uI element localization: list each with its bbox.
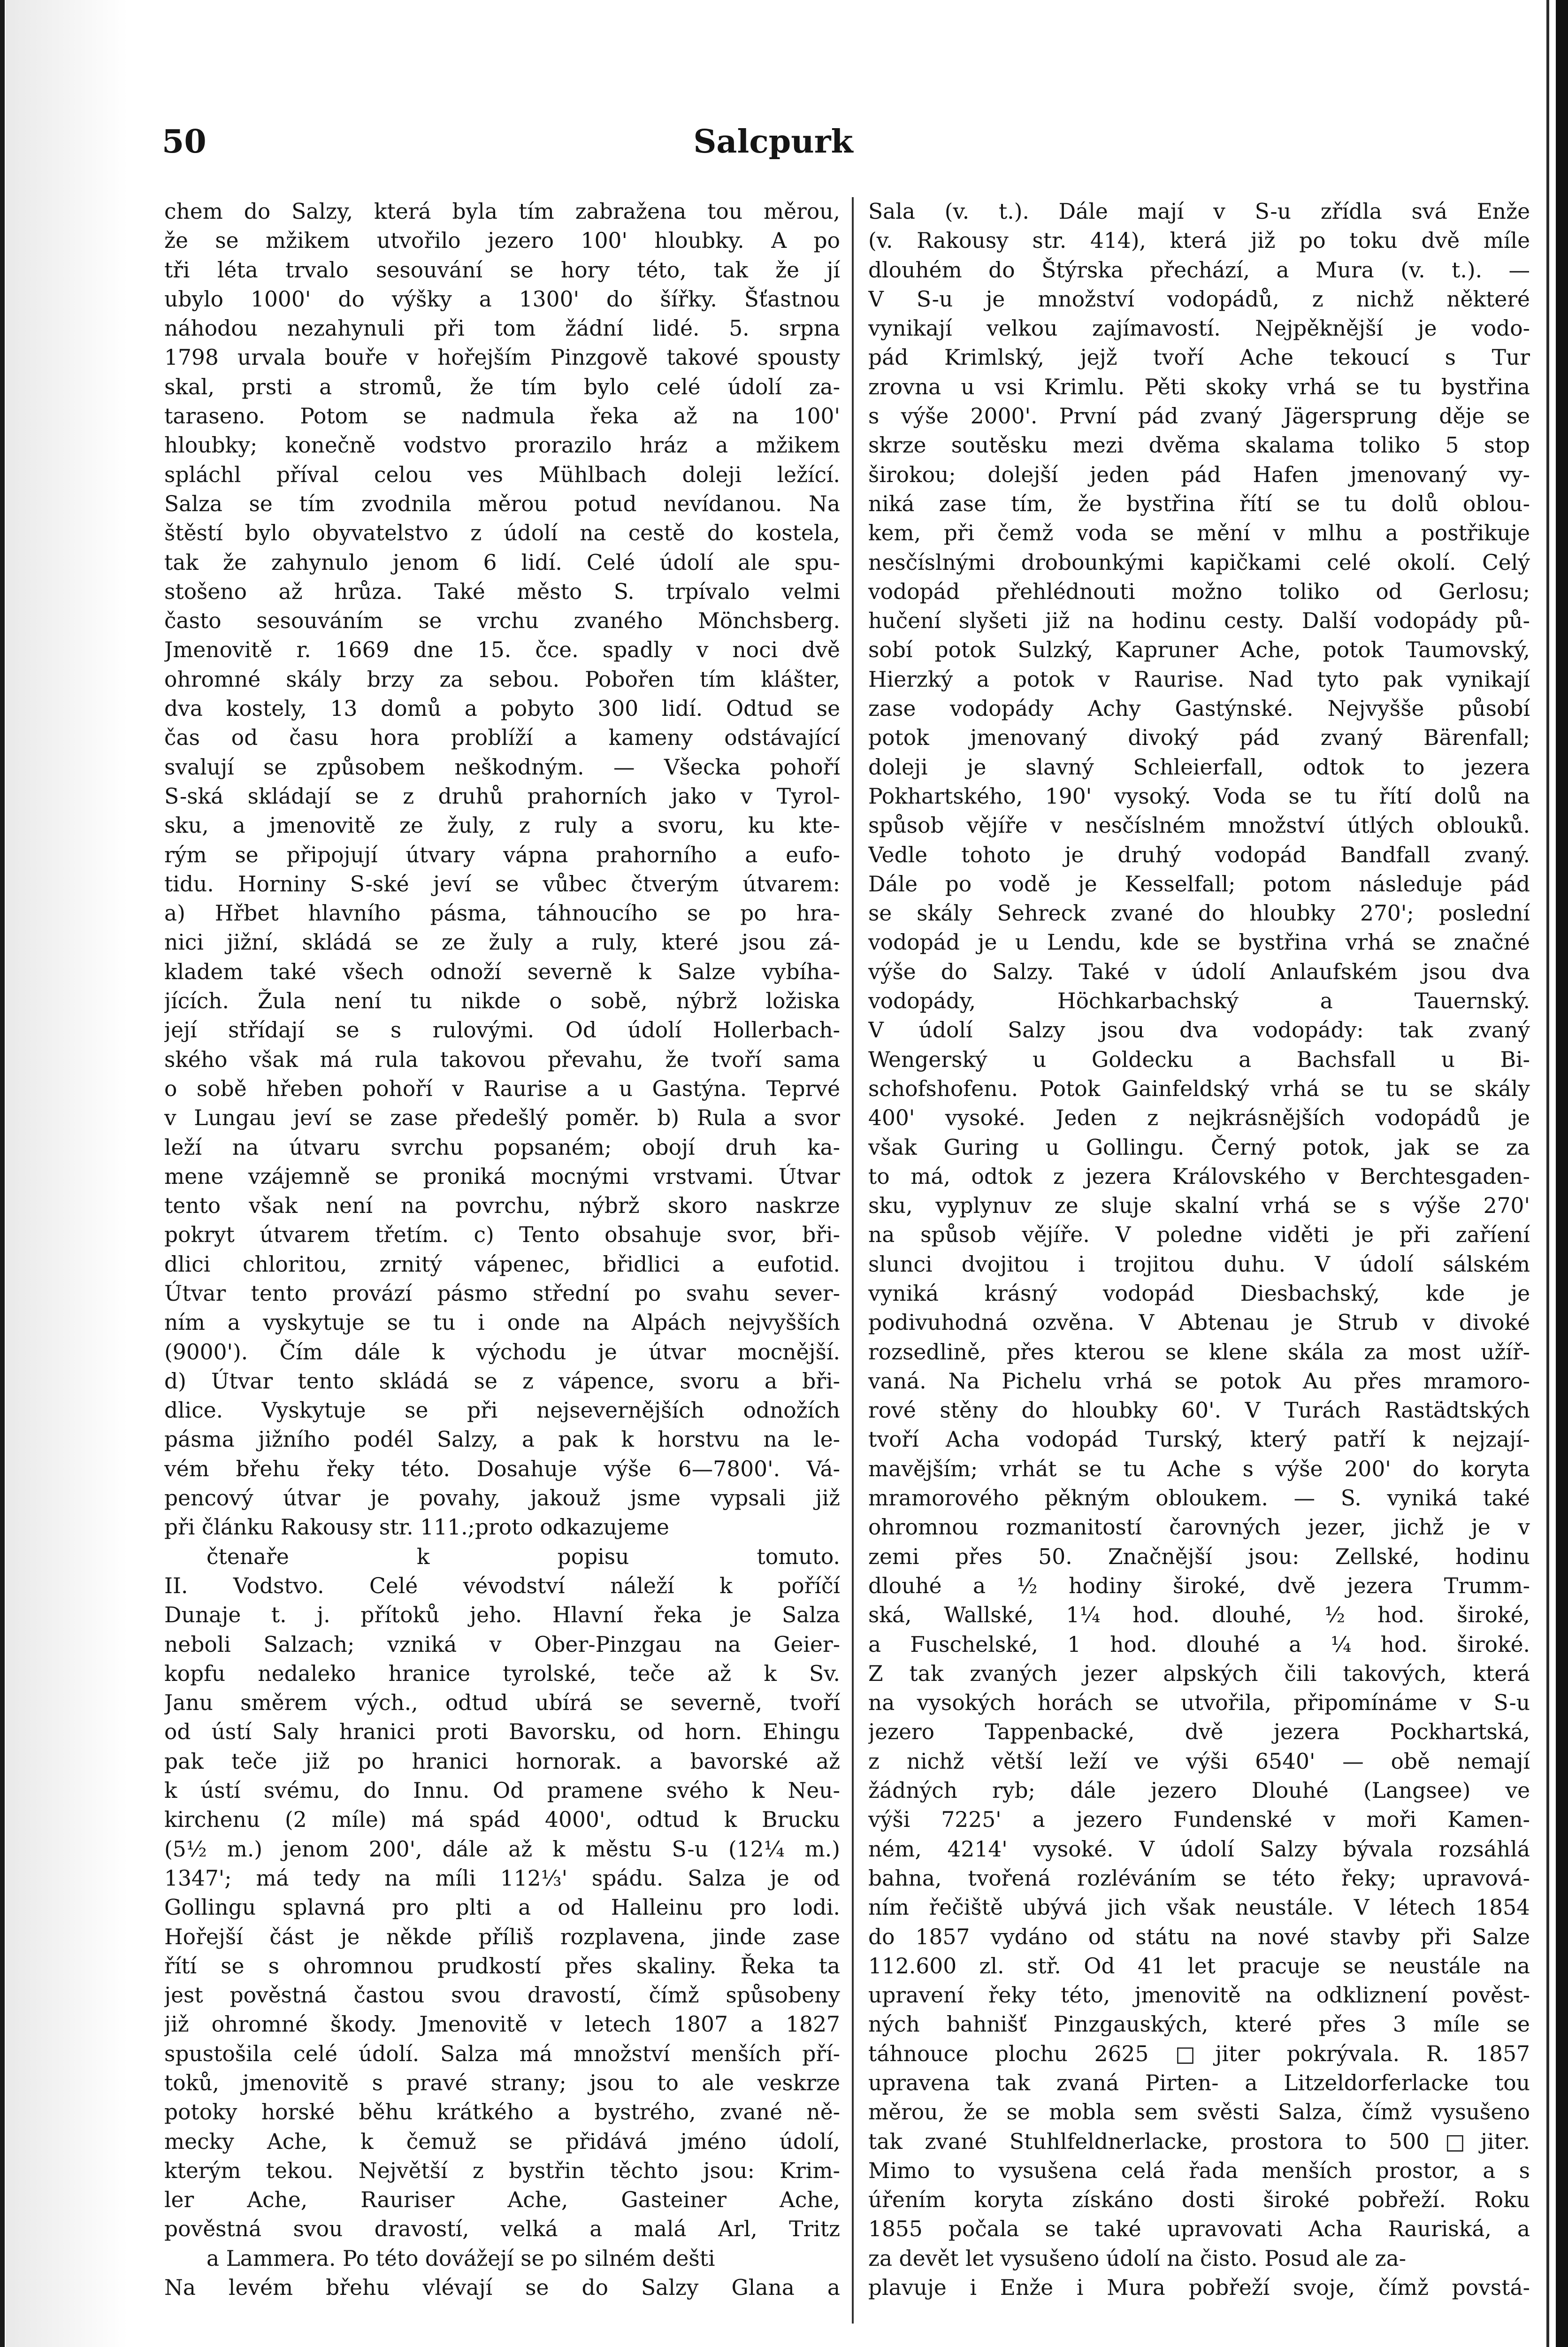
text-line: ubylo 1000' do výšky a 1300' do šířky. Šťastnou — [164, 286, 840, 312]
page-gutter-shadow — [6, 0, 128, 2347]
text-line: výši 7225' a jezero Fundenské v moři Kamen- — [868, 1807, 1530, 1833]
text-line: skrze soutěsku mezi dvěma skalama toliko 5 stop — [868, 433, 1530, 458]
text-line: rozsedlině, přes kterou se klene skála za most užíř- — [868, 1339, 1530, 1365]
text-line: spustošila celé údolí. Salza má množství menších pří- — [164, 2041, 840, 2066]
text-line: mecky Ache, k čemuž se přidává jméno údolí, — [164, 2129, 840, 2154]
text-line: podivuhodná ozvěna. V Abtenau je Strub v divoké — [868, 1310, 1530, 1335]
text-line: jezero Tappenbacké, dvě jezera Pockhartská, — [868, 1719, 1530, 1745]
text-line: slunci dvojitou i trojitou duhu. V údolí sálském — [868, 1251, 1530, 1277]
text-line: ská, Wallské, 1¼ hod. dlouhé, ½ hod. široké, — [868, 1603, 1530, 1628]
text-line: žádných ryb; dále jezero Dlouhé (Langsee) ve — [868, 1778, 1530, 1803]
text-line: II. Vodstvo. Celé vévodství náleží k poříčí — [164, 1573, 840, 1598]
text-line: hloubky; konečně vodstvo prorazilo hráz a mžikem — [164, 433, 840, 458]
text-line: sku, vyplynuv ze sluje skalní vrhá se s výše 270' — [868, 1193, 1530, 1219]
text-line: o sobě hřeben pohoří v Raurise a u Gastýna. Teprvé — [164, 1076, 840, 1101]
text-line: řítí se s ohromnou prudkostí přes skaliny. Řeka ta — [164, 1953, 840, 1979]
text-line: (5½ m.) jenom 200', dále až k městu S-u (12¼ m.) — [164, 1836, 840, 1862]
text-line: spláchl příval celou ves Mühlbach doleji ležící. — [164, 462, 840, 487]
text-line: rové stěny do hloubky 60'. V Turách Rastädtských — [868, 1398, 1530, 1423]
text-line: a Fuschelské, 1 hod. dlouhé a ¼ hod. široké. — [868, 1632, 1530, 1657]
text-line: bahna, tvořená rozléváním se této řeky; upravová- — [868, 1865, 1530, 1891]
text-line: k ústí svému, do Innu. Od pramene svého k Neu- — [164, 1778, 840, 1803]
text-line: a) Hřbet hlavního pásma, táhnoucího se po hra- — [164, 901, 840, 926]
text-line: 1855 počala se také upravovati Acha Rauriská, a — [868, 2217, 1530, 2242]
text-line: ním a vyskytuje se tu i onde na Alpách nejvyšších — [164, 1310, 840, 1335]
text-line: tento však není na povrchu, nýbrž skoro naskrze — [164, 1193, 840, 1219]
text-line: úřením koryta získáno dosti široké pobřeží. Roku — [868, 2187, 1530, 2213]
text-line: dlice. Vyskytuje se při nejsevernějších odnožích — [164, 1398, 840, 1423]
text-line: sku, a jmenovitě ze žuly, z ruly a svoru, ku kte- — [164, 813, 840, 838]
text-line: vynikají velkou zajímavostí. Nejpěknější je vodo- — [868, 316, 1530, 341]
text-line: plavuje i Enže i Mura pobřeží svoje, čímž povstá- — [868, 2275, 1530, 2301]
text-line: mavějším; vrhát se tu Ache s výše 200' do koryta — [868, 1456, 1530, 1481]
text-line: sobí potok Sulzký, Kapruner Ache, potok Taumovský, — [868, 637, 1530, 663]
text-line: Na levém břehu vlévají se do Salzy Glana a — [164, 2275, 840, 2301]
text-line: pověstná svou dravostí, velká a malá Arl, Tritz — [164, 2217, 840, 2242]
text-line: leží na útvaru svrchu popsaném; obojí druh ka- — [164, 1135, 840, 1160]
text-line: vém břehu řeky této. Dosahuje výše 6—7800'. Vá- — [164, 1456, 840, 1481]
text-line: taraseno. Potom se nadmula řeka až na 100' — [164, 404, 840, 429]
text-line: Janu směrem vých., odtud ubírá se severně, tvoří — [164, 1690, 840, 1716]
text-line: svalují se způsobem neškodným. — Všecka pohoří — [164, 754, 840, 780]
text-line: dlici chloritou, zrnitý vápenec, břidlici a eufotid. — [164, 1251, 840, 1277]
text-line: ním řečiště ubývá jich však neustále. V létech 1854 — [868, 1895, 1530, 1920]
text-line: V údolí Salzy jsou dva vodopády: tak zvaný — [868, 1018, 1530, 1043]
text-line: Hořejší část je někde příliš rozplavena, jinde zase — [164, 1924, 840, 1949]
text-line: ohromné skály brzy za sebou. Pobořen tím klášter, — [164, 667, 840, 692]
text-line: tvoří Acha vodopád Turský, který patří k nejzají- — [868, 1427, 1530, 1452]
text-line: na vysokých horách se utvořila, připomínáme v S-u — [868, 1690, 1530, 1716]
text-line: vodopád přehlédnouti možno toliko od Gerlosu; — [868, 579, 1530, 604]
text-line: to má, odtok z jezera Královského v Berchtesgaden- — [868, 1164, 1530, 1189]
text-line: pásma jižního podél Salzy, a pak k horstvu na le- — [164, 1427, 840, 1452]
text-line: V S-u je množství vodopádů, z nichž některé — [868, 286, 1530, 312]
text-line: (9000'). Čím dále k východu je útvar mocnější. — [164, 1339, 840, 1365]
text-line: dlouhé a ½ hodiny široké, dvě jezera Trumm- — [868, 1573, 1530, 1598]
text-line: pokryt útvarem třetím. c) Tento obsahuje svor, bři- — [164, 1222, 840, 1248]
text-line: (v. Rakousy str. 414), která již po toku dvě míle — [868, 228, 1530, 253]
text-line: Mimo to vysušena celá řada menších prostor, a s — [868, 2158, 1530, 2183]
text-line: již ohromné škody. Jmenovitě v letech 1807 a 1827 — [164, 2012, 840, 2037]
text-line: kterým tekou. Největší z bystřin těchto jsou: Krim- — [164, 2158, 840, 2183]
text-line: Dále po vodě je Kesselfall; potom následuje pád — [868, 871, 1530, 897]
text-line: jících. Žula není tu nikde o sobě, nýbrž ložiska — [164, 989, 840, 1014]
text-line: spůsob vějíře v nesčíslném množství útlých oblouků. — [868, 813, 1530, 838]
text-line: a Lammera. Po této dovážejí se po silném dešti — [207, 2246, 715, 2271]
text-line: pencový útvar je povahy, jakouž jsme vypsali již — [164, 1486, 840, 1511]
text-line: Z tak zvaných jezer alpských čili takových, která — [868, 1661, 1530, 1686]
text-line: zemi přes 50. Značnější jsou: Zellské, hodinu — [868, 1544, 1530, 1569]
text-line: její střídají se s rulovými. Od údolí Hollerbach- — [164, 1018, 840, 1043]
text-line: kirchenu (2 míle) má spád 4000', odtud k Brucku — [164, 1807, 840, 1833]
text-line: mramorového pěkným obloukem. — S. vyniká také — [868, 1486, 1530, 1511]
text-line: dlouhém do Štýrska přechází, a Mura (v. t.). — — [868, 257, 1530, 283]
text-line: při článku Rakousy str. 111.;proto odkazujeme — [164, 1515, 669, 1540]
text-line: z nichž větší leží ve výši 6540' — obě nemají — [868, 1749, 1530, 1774]
running-title: Salcpurk — [693, 123, 853, 161]
text-line: Gollingu splavná pro plti a od Halleinu pro lodi. — [164, 1895, 840, 1920]
text-line: vaná. Na Pichelu vrhá se potok Au přes mramoro- — [868, 1368, 1530, 1394]
text-line: ných bahnišť Pinzgauských, které přes 3 míle se — [868, 2012, 1530, 2037]
text-line: ohromnou rozmanitostí čarovných jezer, jichž je v — [868, 1515, 1530, 1540]
text-line: potok jmenovaný divoký pád zvaný Bärenfall; — [868, 725, 1530, 751]
text-line: čas od času hora problíží a kameny odstávající — [164, 725, 840, 751]
text-line: rým se připojují útvary vápna prahorního a eufo- — [164, 842, 840, 867]
text-line: Dunaje t. j. přítoků jeho. Hlavní řeka je Salza — [164, 1603, 840, 1628]
text-line: toků, jmenovitě s pravé strany; jsou to ale veskrze — [164, 2071, 840, 2095]
text-line: zase vodopády Achy Gastýnské. Nejvyšše působí — [868, 696, 1530, 721]
text-line: Jmenovitě r. 1669 dne 15. čce. spadly v noci dvě — [164, 637, 840, 663]
left-text-column — [164, 197, 840, 2302]
text-line: nici jižní, skládá se ze žuly a ruly, které jsou zá- — [164, 930, 840, 955]
text-line: S-ská skládají se z druhů prahorních jako v Tyrol- — [164, 783, 840, 809]
text-line: měrou, že se mobla sem svěsti Salza, čímž vysušeno — [868, 2100, 1530, 2125]
text-line: že se mžikem utvořilo jezero 100' hloubky. A po — [164, 228, 840, 253]
text-line: 400' vysoké. Jeden z nejkrásnějších vodopádů je — [868, 1105, 1530, 1131]
text-line: pád Krimlský, jejž tvoří Ache tekoucí s Tur — [868, 345, 1530, 370]
text-line: výše do Salzy. Také v údolí Anlaufském jsou dva — [868, 959, 1530, 984]
scan-edge-left — [0, 0, 5, 2347]
text-line: tidu. Horniny S-ské jeví se vůbec čtverým útvarem: — [164, 871, 840, 897]
scan-edge-right — [1556, 0, 1568, 2347]
text-line: za devět let vysušeno údolí na čisto. Posud ale za- — [868, 2246, 1407, 2271]
text-line: od ústí Saly hranici proti Bavorsku, od horn. Ehingu — [164, 1719, 840, 1745]
text-line: Pokhartského, 190' vysoký. Voda se tu řítí dolů na — [868, 783, 1530, 809]
text-line: neboli Salzach; vzniká v Ober-Pinzgau na Geier- — [164, 1632, 840, 1657]
text-line: Útvar tento provází pásmo střední po svahu sever- — [164, 1281, 840, 1306]
text-line: Sala (v. t.). Dále mají v S-u zřídla svá Enže — [868, 199, 1530, 224]
text-line: v Lungau jeví se zase předešlý poměr. b) Rula a svor — [164, 1105, 840, 1131]
text-line: vyniká krásný vodopád Diesbachský, kde je — [868, 1281, 1530, 1306]
text-line: doleji je slavný Schleierfall, odtok to jezera — [868, 754, 1530, 780]
text-line: tak že zahynulo jenom 6 lidí. Celé údolí ale spu- — [164, 550, 840, 575]
text-line: chem do Salzy, která byla tím zabražena tou měrou, — [164, 199, 840, 224]
text-line: dva kostely, 13 domů a pobyto 300 lidí. Odtud se — [164, 696, 840, 721]
page-number: 50 — [162, 123, 207, 161]
text-line: ského však má rula takovou převahu, že tvoří sama — [164, 1047, 840, 1072]
text-line: zrovna u vsi Krimlu. Pěti skoky vrhá se tu bystřina — [868, 374, 1530, 399]
scan-edge-line — [1546, 0, 1549, 2347]
text-line: táhnouce plochu 2625 □jiter pokrývala. R. 1857 — [868, 2041, 1530, 2066]
text-line: jest pověstná častou svou dravostí, čímž spůsobeny — [164, 1983, 840, 2008]
text-line: stošeno až hrůza. Také město S. trpívalo velmi — [164, 579, 840, 604]
text-line: schofshofenu. Potok Gainfeldský vrhá se tu se skály — [868, 1076, 1530, 1101]
text-line: 1798 urvala bouře v hořejším Pinzgově takové spousty — [164, 345, 840, 370]
text-line: skal, prsti a stromů, že tím bylo celé údolí za- — [164, 374, 840, 399]
text-line: často sesouváním se vrchu zvaného Mönchsberg. — [164, 608, 840, 634]
text-line: Hierzký a potok v Raurise. Nad tyto pak vynikají — [868, 667, 1530, 692]
text-line: upravena tak zvaná Pirten- a Litzeldorferlacke tou — [868, 2071, 1530, 2095]
text-line: upravení řeky této, jmenovitě na odkliznení pověst- — [868, 1983, 1530, 2008]
text-line: náhodou nezahynuli při tom žádní lidé. 5. srpna — [164, 316, 840, 341]
text-line: ném, 4214' vysoké. V údolí Salzy bývala rozsáhlá — [868, 1836, 1530, 1862]
text-line: Wengerský u Goldecku a Bachsfall u Bi- — [868, 1047, 1530, 1072]
text-line: hučení slyšeti již na hodinu cesty. Další vodopády pů- — [868, 608, 1530, 634]
text-line: vodopády, Höchkarbachský a Tauernský. — [868, 989, 1530, 1014]
text-line: 112.600 zl. stř. Od 41 let pracuje se neustále na — [868, 1953, 1530, 1979]
text-line: vodopád je u Lendu, kde se bystřina vrhá se značné — [868, 930, 1530, 955]
text-line: štěstí bylo obyvatelstvo z údolí na cestě do kostela, — [164, 521, 840, 546]
text-line: Salza se tím zvodnila měrou potud nevídanou. Na — [164, 491, 840, 516]
text-line: širokou; dolejší jeden pád Hafen jmenovaný vy- — [868, 462, 1530, 487]
text-line: na spůsob vějíře. V poledne viděti je při zaříení — [868, 1222, 1530, 1248]
text-line: však Guring u Gollingu. Černý potok, jak se za — [868, 1135, 1530, 1160]
text-line: kem, při čemž voda se mění v mlhu a postřikuje — [868, 521, 1530, 546]
text-line: Vedle tohoto je druhý vodopád Bandfall zvaný. — [868, 842, 1530, 867]
page-header — [162, 123, 1384, 165]
text-line: pak teče již po hranici hornorak. a bavorské až — [164, 1749, 840, 1774]
text-line: kladem také všech odnoží severně k Salze vybíha- — [164, 959, 840, 984]
text-line: d) Útvar tento skládá se z vápence, svoru a bři- — [164, 1368, 840, 1394]
text-line: s výše 2000'. První pád zvaný Jägersprung děje se — [868, 404, 1530, 429]
text-line: do 1857 vydáno od státu na nové stavby při Salze — [868, 1924, 1530, 1949]
right-text-column — [868, 197, 1530, 2302]
text-line: mene vzájemně se proniká mocnými vrstvami. Útvar — [164, 1164, 840, 1189]
text-line: 1347'; má tedy na míli 112⅓' spádu. Salza je od — [164, 1865, 840, 1891]
text-line: kopfu nedaleko hranice tyrolské, teče až k Sv. — [164, 1661, 840, 1686]
text-line: niká zase tím, že bystřina řítí se tu dolů oblou- — [868, 491, 1530, 516]
text-line: se skály Sehreck zvané do hloubky 270'; poslední — [868, 901, 1530, 926]
text-line: potoky horské běhu krátkého a bystrého, zvané ně- — [164, 2100, 840, 2125]
text-line: čtenaře k popisu tomuto. — [207, 1544, 840, 1569]
text-line: tak zvané Stuhlfeldnerlacke, prostora to 500□jiter. — [868, 2129, 1530, 2154]
text-line: nesčíslnými drobounkými kapičkami celé okolí. Celý — [868, 550, 1530, 575]
text-line: tři léta trvalo sesouvání se hory této, tak že jí — [164, 257, 840, 283]
text-line: ler Ache, Rauriser Ache, Gasteiner Ache, — [164, 2187, 840, 2213]
column-divider — [852, 197, 854, 2324]
